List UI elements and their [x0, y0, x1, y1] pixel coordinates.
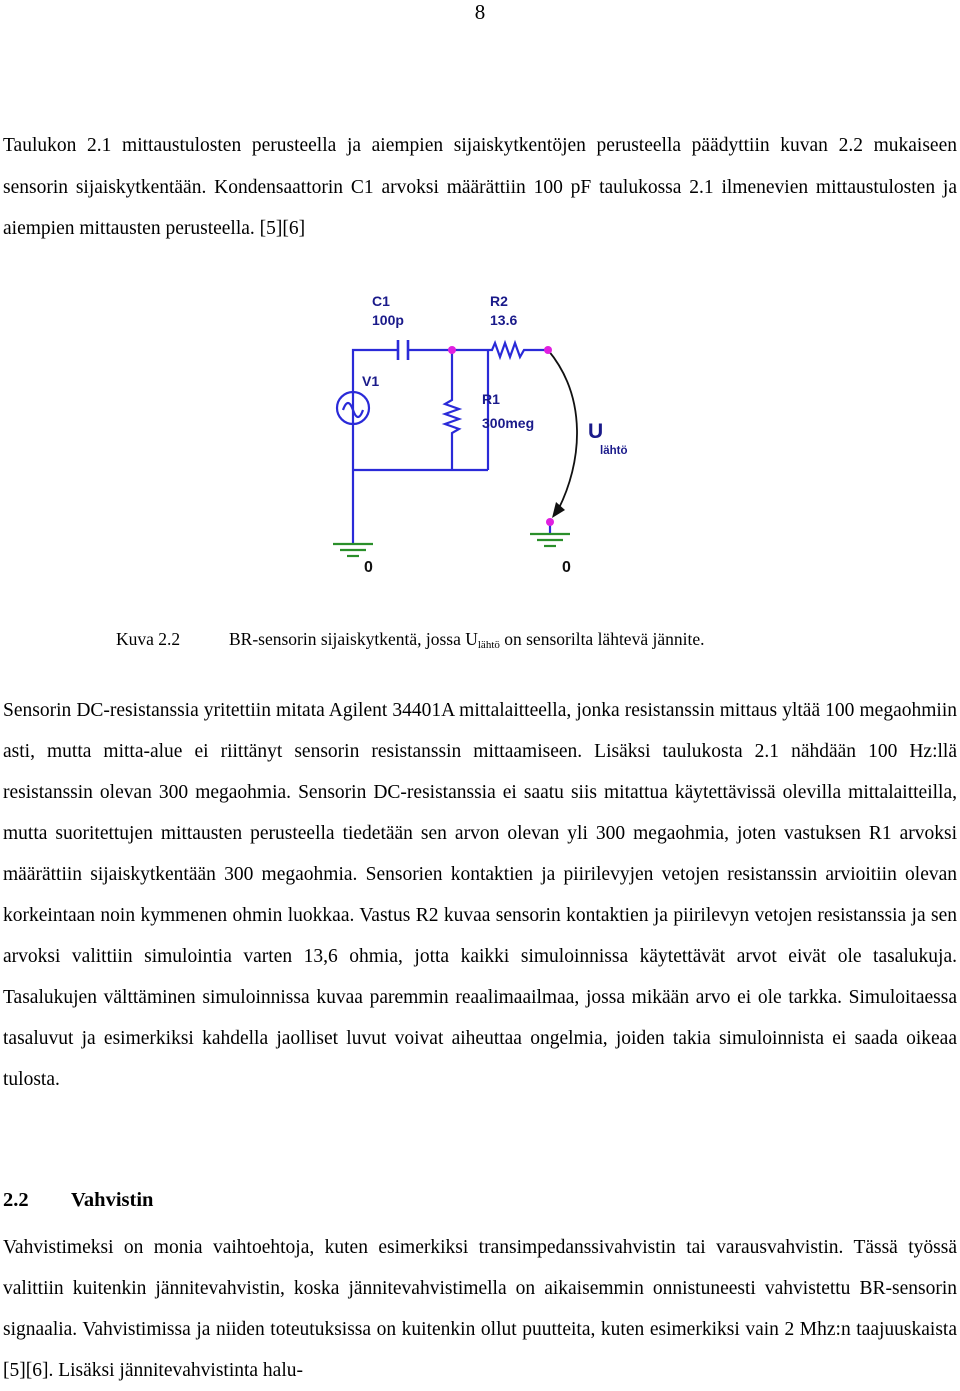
output-arrow	[548, 350, 577, 510]
caption-text-after: on sensorilta lähtevä jännite.	[499, 629, 705, 649]
caption-subscript: lähtö	[477, 639, 500, 651]
grounds	[333, 534, 570, 556]
r2-resistor	[488, 343, 548, 357]
circuit-figure	[320, 288, 660, 588]
u-output-label: U	[588, 420, 604, 443]
junction-dot	[546, 518, 554, 526]
r1-resistor	[445, 393, 459, 470]
circuit-diagram	[320, 288, 660, 588]
intro-paragraph: Taulukon 2.1 mittaustulosten perusteella ja aiempien sijaiskytkentöjen perusteella päädyttiin kuvan 2.2 mukaiseen sensorin sijaiskytkentään. Kondensaattorin C1 arvoksi määrättiin 100 pF taulukossa 2.1 ilmenevien mittaustulosten ja aiempien mittausten perusteella. [5][6]	[3, 135, 957, 239]
u-output-sub-label: lähtö	[600, 445, 628, 457]
v1-name-label: V1	[362, 373, 380, 389]
section-paragraph: Vahvistimeksi on monia vaihtoehtoja, kuten esimerkiksi transimpedanssivahvistin tai varausvahvistin. Tässä työssä valittiin kuitenkin jännitevahvistin, koska jännitevahvistimella on aikaisemmin onnistuneesti vahvistettu BR-sensorin signaalia. Vahvistimissa ja niiden toteutuksissa on kuitenkin ollut puutteita, kuten esimerkiksi vain 2 Mhz:n taajuuskaista [5][6]. Lisäksi jännitevahvistinta halu-	[3, 1237, 957, 1381]
r2-name-label: R2	[490, 293, 508, 309]
c1-value-label: 100p	[372, 312, 404, 328]
r2-value-label: 13.6	[490, 312, 518, 328]
c1-name-label: C1	[372, 293, 390, 309]
section-heading	[3, 1182, 153, 1218]
wires	[337, 340, 550, 544]
section-number: 2.2	[3, 1189, 29, 1211]
caption-text	[229, 624, 704, 660]
junction-dot	[448, 346, 456, 354]
r1-value-label: 300meg	[482, 415, 535, 431]
page-number: 8	[474, 0, 486, 24]
ground-right-label: 0	[562, 559, 571, 576]
main-paragraph: Sensorin DC-resistanssia yritettiin mitata Agilent 34401A mittalaitteella, jonka resistanssin mittaus yltää 100 megaohmiin asti, mutta mitta-alue ei riittänyt sensorin resistanssin mittaamiseen. Lisäksi taulukosta 2.1 nähdään 100 Hz:llä resistanssin olevan 300 megaohmia. Sensorin DC-resistanssia ei saatu siis mitattua käytettävissä olevilla mittalaitteilla, mutta suoritettujen mittausten perusteella tiedetään sen arvon olevan yli 300 megaohmia, joten vastuksen R1 arvoksi määrättiin sijaiskytkentään 300 megaohmia. Sensorien kontaktien ja piirilevyjen vetojen resistanssin arvioitiin olevan korkeintaan noin kymmenen ohmin luokkaa. Vastus R2 kuvaa sensorin kontaktien ja piirilevyn vetojen resistanssia ja sen arvoksi valittiin simulointia varten 13,6 ohmia, jotta kaikki simuloinnissa käytettävät arvot eivät ole tasalukuja. Tasalukujen välttäminen simuloinnissa kuvaa paremmin reaalimaailmaa, jossa mikään arvo ei ole tarkka. Simuloitaessa tasaluvut ja esimerkiksi kahdella jaolliset luvut voivat aiheuttaa ongelmia, joiden takia simuloinnista ei saada oikeaa tulosta.	[3, 700, 957, 1090]
output-arrowhead	[552, 502, 565, 518]
junction-dot	[544, 346, 552, 354]
r1-name-label: R1	[482, 391, 500, 407]
section-title: Vahvistin	[71, 1189, 154, 1211]
caption-label: Kuva 2.2	[116, 629, 181, 649]
ground-left-label: 0	[364, 559, 373, 576]
caption-text-before: BR-sensorin sijaiskytkentä, jossa U	[229, 629, 478, 649]
